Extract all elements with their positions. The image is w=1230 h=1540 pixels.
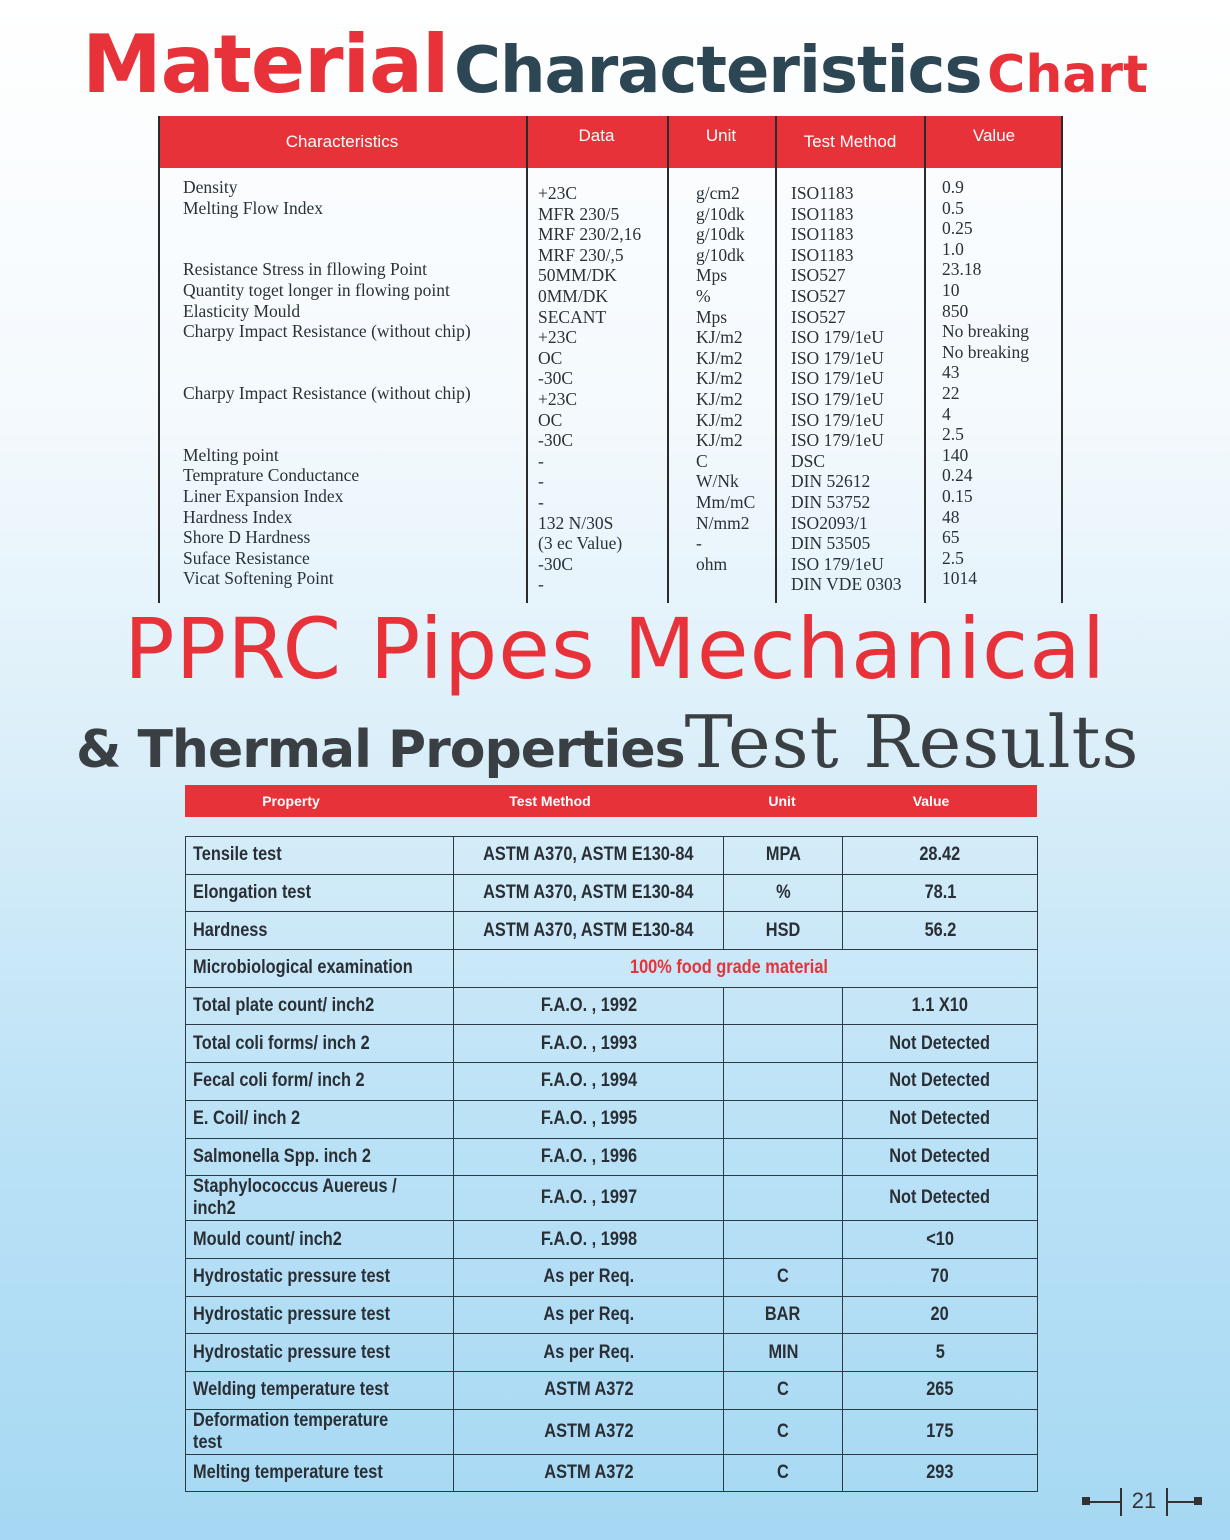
unit-cell: [724, 874, 843, 912]
cell-text: C: [777, 1420, 789, 1442]
test-method-cell: [454, 1100, 724, 1138]
cell-text: C: [777, 1379, 789, 1401]
material-characteristics-table: [158, 116, 1063, 603]
cell-text: Not Detected: [889, 1070, 991, 1092]
section-title: PPRC Pipes Mechanical: [123, 600, 1107, 698]
column-divider: [667, 116, 669, 603]
value-cell: [843, 1100, 1038, 1138]
property-cell: [186, 1221, 454, 1259]
value-cell: [843, 1176, 1038, 1221]
value-column: 0.9 0.5 0.25 1.0 23.18 10 850 No breaking No breaking 43 22 4 2.5 140 0.24 0.15 48 65 2.5 1014: [942, 177, 1029, 589]
table-row: [186, 1258, 1038, 1296]
table-row: [186, 1221, 1038, 1259]
cell-text: Salmonella Spp. inch 2: [193, 1145, 371, 1167]
property-cell: [186, 950, 454, 988]
cell-text: 100% food grade material: [630, 957, 829, 979]
header-value: Value: [972, 126, 1016, 145]
test-method-cell: [454, 1454, 724, 1492]
value-cell: [843, 1334, 1038, 1372]
cell-text: E. Coil/ inch 2: [193, 1108, 301, 1130]
cell-text: 56.2: [924, 919, 956, 941]
test-results-body: [186, 837, 1038, 1492]
test-method-cell: [454, 1138, 724, 1176]
cell-text: 265: [926, 1379, 954, 1401]
cell-text: HSD: [765, 919, 801, 941]
property-cell: [186, 1409, 454, 1454]
cell-text: ASTM A372: [543, 1379, 634, 1401]
cell-text: MIN: [768, 1341, 798, 1363]
unit-cell: [724, 1334, 843, 1372]
cell-text: Deformation temperature test: [193, 1409, 389, 1453]
cell-text: 1.1 X10: [911, 995, 969, 1017]
cell-text: 293: [926, 1461, 954, 1483]
table-row: [186, 1334, 1038, 1372]
value-cell: [843, 1296, 1038, 1334]
test-method-column: ISO1183 ISO1183 ISO1183 ISO1183 ISO527 ISO527 ISO527 ISO 179/1eU ISO 179/1eU ISO 179/1eU ISO 179/1eU ISO 179/1eU ISO 179/1eU DSC DIN 52612 DIN 53752 ISO2093/1 DIN 53505 ISO 179/1eU DIN VDE 0303: [791, 183, 902, 595]
unit-cell: [724, 1296, 843, 1334]
header-property: Property: [262, 793, 320, 809]
property-cell: [186, 1296, 454, 1334]
property-cell: [186, 837, 454, 875]
cell-text: Not Detected: [889, 1032, 991, 1054]
table-row: [186, 1296, 1038, 1334]
cell-text: ASTM A370, ASTM E130-84: [483, 882, 694, 904]
unit-cell: [724, 1371, 843, 1409]
unit-cell: [724, 1063, 843, 1101]
value-cell: [843, 1063, 1038, 1101]
cell-text: 175: [926, 1420, 954, 1442]
header-test-method: Test Method: [803, 132, 897, 151]
cell-text: Mould count/ inch2: [193, 1228, 342, 1250]
cell-text: F.A.O. , 1997: [540, 1187, 637, 1209]
header-test-method: Test Method: [509, 793, 591, 809]
cell-text: Not Detected: [889, 1145, 991, 1167]
cell-text: 5: [935, 1341, 945, 1363]
cell-text: As per Req.: [543, 1266, 634, 1288]
cell-text: Hydrostatic pressure test: [193, 1341, 391, 1363]
column-divider: [158, 116, 160, 603]
cell-text: Elongation test: [193, 882, 312, 904]
table-row: [186, 1138, 1038, 1176]
table-row: [186, 950, 1038, 988]
value-cell: [843, 1371, 1038, 1409]
cell-text: 70: [930, 1266, 950, 1288]
cell-text: MPA: [765, 844, 801, 866]
page-marker-dot: [1194, 1497, 1202, 1505]
test-method-cell: [454, 1334, 724, 1372]
page-number: 21: [1131, 1488, 1157, 1513]
column-divider: [924, 116, 926, 603]
cell-text: %: [775, 882, 791, 904]
property-cell: [186, 987, 454, 1025]
property-cell: [186, 1454, 454, 1492]
title-word-material: Material: [82, 18, 449, 111]
cell-text: Microbiological examination: [193, 957, 413, 979]
unit-cell: [724, 1025, 843, 1063]
cell-text: C: [777, 1461, 789, 1483]
cell-text: BAR: [765, 1303, 801, 1325]
column-divider: [526, 116, 528, 603]
table-row: [186, 1100, 1038, 1138]
cell-text: Total plate count/ inch2: [193, 995, 375, 1017]
value-cell: [843, 1138, 1038, 1176]
cell-text: As per Req.: [543, 1303, 634, 1325]
unit-cell: [724, 1409, 843, 1454]
cell-text: F.A.O. , 1994: [540, 1070, 637, 1092]
data-column: +23C MFR 230/5 MRF 230/2,16 MRF 230/,5 50MM/DK 0MM/DK SECANT +23C OC -30C +23C OC -30C - - - 132 N/30S (3 ec Value) -30C -: [538, 183, 642, 595]
unit-cell: [724, 1138, 843, 1176]
value-cell: [843, 1258, 1038, 1296]
property-cell: [186, 912, 454, 950]
test-method-cell: [454, 837, 724, 875]
header-characteristics: Characteristics: [285, 132, 399, 151]
value-cell: [843, 1454, 1038, 1492]
column-divider: [775, 116, 777, 603]
test-method-cell: [454, 987, 724, 1025]
cell-text: F.A.O. , 1998: [540, 1228, 637, 1250]
cell-text: ASTM A370, ASTM E130-84: [483, 919, 694, 941]
unit-cell: [724, 837, 843, 875]
cell-text: Tensile test: [193, 844, 282, 866]
cell-text: ASTM A372: [543, 1420, 634, 1442]
test-method-cell: [454, 874, 724, 912]
test-results-table: [185, 836, 1038, 1492]
table-row: [186, 874, 1038, 912]
cell-text: Welding temperature test: [193, 1379, 389, 1401]
unit-cell: [724, 1258, 843, 1296]
subtitle-thermal-properties: & Thermal Properties: [76, 720, 685, 780]
cell-text: ASTM A370, ASTM E130-84: [483, 844, 694, 866]
cell-text: Not Detected: [889, 1187, 991, 1209]
test-method-cell: [454, 1409, 724, 1454]
column-divider: [1061, 116, 1063, 603]
header-value: Value: [912, 793, 950, 809]
header-unit: Unit: [768, 793, 796, 809]
header-data: Data: [578, 126, 615, 145]
table-row: [186, 1025, 1038, 1063]
cell-text: F.A.O. , 1996: [540, 1145, 637, 1167]
cell-text: F.A.O. , 1995: [540, 1108, 637, 1130]
title-word-characteristics: Characteristics: [454, 34, 982, 108]
subtitle-test-results: Test Results: [684, 700, 1140, 784]
unit-cell: [724, 987, 843, 1025]
page-marker-line: [1086, 1501, 1120, 1503]
cell-text: 20: [930, 1303, 950, 1325]
test-method-cell: [454, 1371, 724, 1409]
table-row: [186, 1063, 1038, 1101]
test-method-cell: [454, 912, 724, 950]
value-cell: [843, 1025, 1038, 1063]
cell-text: <10: [926, 1228, 954, 1250]
cell-text: Total coli forms/ inch 2: [193, 1032, 370, 1054]
unit-cell: [724, 1176, 843, 1221]
cell-text: 28.42: [919, 844, 961, 866]
cell-text: Hardness: [193, 919, 268, 941]
property-cell: [186, 1100, 454, 1138]
cell-text: 78.1: [924, 882, 956, 904]
property-cell: [186, 1138, 454, 1176]
value-cell: [843, 1221, 1038, 1259]
value-cell: [843, 837, 1038, 875]
table-row: [186, 987, 1038, 1025]
cell-text: Hydrostatic pressure test: [193, 1303, 391, 1325]
value-cell: [843, 987, 1038, 1025]
property-cell: [186, 1258, 454, 1296]
cell-text: ASTM A372: [543, 1461, 634, 1483]
property-cell: [186, 1025, 454, 1063]
page-title: [0, 18, 1230, 111]
property-cell: [186, 874, 454, 912]
cell-text: F.A.O. , 1992: [540, 995, 637, 1017]
cell-text: Melting temperature test: [193, 1461, 383, 1483]
test-method-cell: [454, 1025, 724, 1063]
value-cell: [843, 912, 1038, 950]
table-row: [186, 837, 1038, 875]
cell-text: F.A.O. , 1993: [540, 1032, 637, 1054]
test-method-cell: [454, 1221, 724, 1259]
test-method-cell: [454, 1296, 724, 1334]
cell-text: Hydrostatic pressure test: [193, 1266, 391, 1288]
unit-column: g/cm2 g/10dk g/10dk g/10dk Mps % Mps KJ/m2 KJ/m2 KJ/m2 KJ/m2 KJ/m2 KJ/m2 C W/Nk Mm/mC N/mm2 - ohm: [696, 183, 756, 574]
property-cell: [186, 1176, 454, 1221]
cell-text: Staphylococcus Auereus / inch2: [193, 1176, 397, 1220]
table-row: [186, 1176, 1038, 1221]
unit-cell: [724, 1454, 843, 1492]
test-method-cell: [454, 1063, 724, 1101]
food-grade-note-cell: [454, 950, 1038, 988]
characteristics-column: Density Melting Flow Index Resistance Stress in fllowing Point Quantity toget longer in flowing point Elasticity Mould Charpy Impact Resistance (without chip) Charpy Impact Resistance (without chip) Melting point Temprature Conductance Liner Expansion Index Hardness Index Shore D Hardness Suface Resistance Vicat Softening Point: [183, 177, 471, 589]
test-method-cell: [454, 1258, 724, 1296]
unit-cell: [724, 1221, 843, 1259]
value-cell: [843, 1409, 1038, 1454]
table-row: [186, 1454, 1038, 1492]
unit-cell: [724, 1100, 843, 1138]
test-method-cell: [454, 1176, 724, 1221]
unit-cell: [724, 912, 843, 950]
title-word-chart: Chart: [987, 45, 1148, 105]
property-cell: [186, 1063, 454, 1101]
cell-text: Fecal coli form/ inch 2: [193, 1070, 365, 1092]
page-number-marker: [1082, 1488, 1202, 1516]
header-unit: Unit: [705, 126, 737, 145]
cell-text: C: [777, 1266, 789, 1288]
cell-text: Not Detected: [889, 1108, 991, 1130]
table-row: [186, 912, 1038, 950]
page-marker-tick: [1120, 1488, 1122, 1516]
results-table-header: [185, 785, 1037, 817]
property-cell: [186, 1334, 454, 1372]
table-row: [186, 1371, 1038, 1409]
value-cell: [843, 874, 1038, 912]
section-subtitle: [76, 700, 1139, 784]
table-row: [186, 1409, 1038, 1454]
cell-text: As per Req.: [543, 1341, 634, 1363]
property-cell: [186, 1371, 454, 1409]
